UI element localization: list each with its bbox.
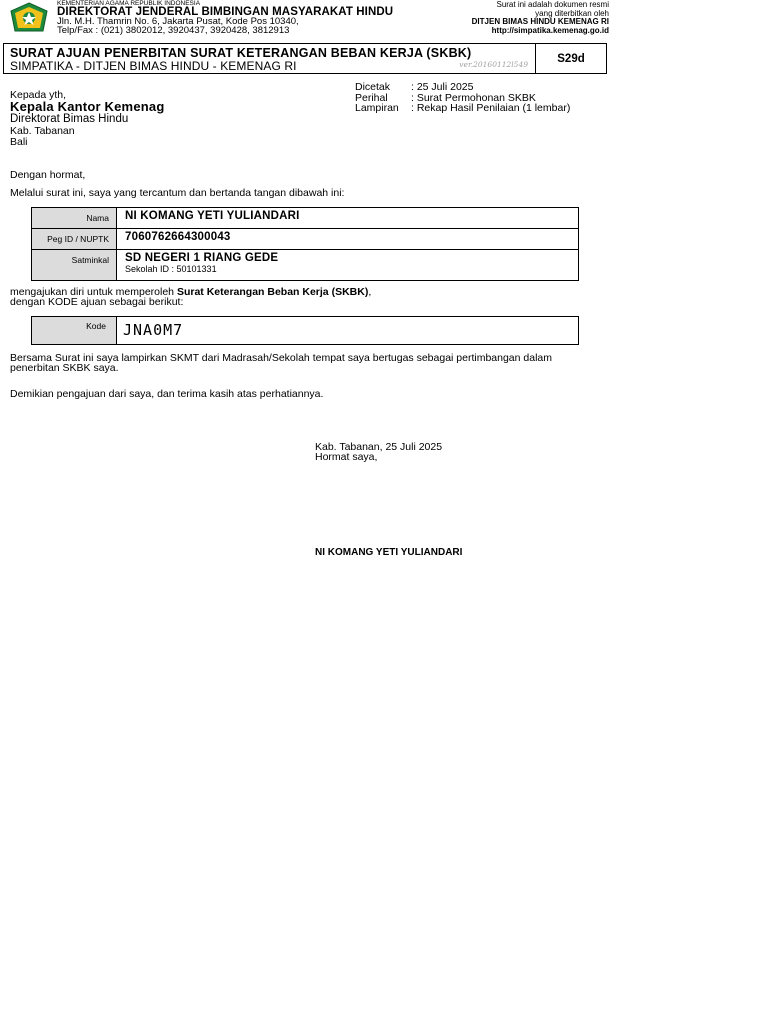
issuer-url: http://simpatika.kemenag.go.id xyxy=(491,26,609,35)
document-subtitle: SIMPATIKA - DITJEN BIMAS HINDU - KEMENAG RI xyxy=(10,59,297,73)
closing-paragraph: Demikian pengajuan dari saya, dan terima kasih atas perhatiannya. xyxy=(10,388,324,400)
nama-label: Nama xyxy=(32,208,117,228)
signature-name: NI KOMANG YETI YULIANDARI xyxy=(315,547,463,558)
ministry-name: KEMENTERIAN AGAMA REPUBLIK INDONESIA xyxy=(57,0,201,7)
salutation: Dengan hormat, xyxy=(10,169,86,181)
kode-label: Kode xyxy=(32,317,117,344)
recipient-name: Kepala Kantor Kemenag xyxy=(10,99,165,114)
recipient-greeting: Kepada yth, xyxy=(10,89,67,101)
request-text-c: , xyxy=(368,286,372,298)
signature-regards: Hormat saya, xyxy=(315,451,378,463)
intro-paragraph: Melalui surat ini, saya yang tercantum dan bertanda tangan dibawah ini: xyxy=(10,187,345,199)
directorate-name: DIREKTORAT JENDERAL BIMBINGAN MASYARAKAT HINDU xyxy=(57,6,394,18)
issuer-name: DITJEN BIMAS HINDU KEMENAG RI xyxy=(471,17,609,26)
directorate-phone: Telp/Fax : (021) 3802012, 3920437, 3920428, 3812913 xyxy=(57,25,290,36)
attachment-line-1: Bersama Surat ini saya lampirkan SKMT dari Madrasah/Sekolah tempat saya bertugas sebagai pertimbangan dalam xyxy=(10,352,553,364)
request-text-a: mengajukan diri untuk memperoleh xyxy=(10,286,177,298)
identity-row-pegid xyxy=(32,229,578,250)
request-line-2: dengan KODE ajuan sebagai berikut: xyxy=(10,296,184,308)
document-title-box xyxy=(3,43,607,74)
official-note-1: Surat ini adalah dokumen resmi xyxy=(496,0,609,9)
recipient-line-3: Bali xyxy=(10,136,28,148)
nama-value: NI KOMANG YETI YULIANDARI xyxy=(125,210,300,222)
perihal-value: : Surat Permohonan SKBK xyxy=(411,92,536,104)
dicetak-value: : 25 Juli 2025 xyxy=(411,81,474,93)
meta-lampiran xyxy=(355,103,570,114)
satminkal-label: Satminkal xyxy=(32,250,117,280)
document-title: SURAT AJUAN PENERBITAN SURAT KETERANGAN BEBAN KERJA (SKBK) xyxy=(10,46,472,60)
signature-place-date: Kab. Tabanan, 25 Juli 2025 xyxy=(315,441,443,453)
attachment-line-2: penerbitan SKBK saya. xyxy=(10,362,119,374)
lampiran-label: Lampiran xyxy=(355,102,399,114)
lampiran-value: : Rekap Hasil Penilaian (1 lembar) xyxy=(411,102,571,114)
sekolah-id: Sekolah ID : 50101331 xyxy=(125,264,217,274)
version-label: ver.20160112l549 xyxy=(459,60,528,69)
pegid-value: 7060762664300043 xyxy=(125,231,231,243)
dicetak-label: Dicetak xyxy=(355,81,391,93)
identity-table xyxy=(31,207,579,281)
recipient-line-1: Direktorat Bimas Hindu xyxy=(10,113,129,125)
document-code: S29d xyxy=(535,44,606,73)
recipient-line-2: Kab. Tabanan xyxy=(10,125,75,137)
kemenag-emblem-icon xyxy=(10,2,48,34)
identity-row-satminkal xyxy=(32,250,578,280)
request-text-skbk: Surat Keterangan Beban Kerja (SKBK) xyxy=(176,286,369,298)
official-note-2: yang diterbitkan oleh xyxy=(535,9,609,18)
satminkal-value: SD NEGERI 1 RIANG GEDE xyxy=(125,252,279,264)
pegid-label: Peg ID / NUPTK xyxy=(32,229,117,249)
perihal-label: Perihal xyxy=(355,92,388,104)
directorate-address: Jln. M.H. Thamrin No. 6, Jakarta Pusat, Kode Pos 10340, xyxy=(57,16,299,27)
kode-value: JNA0M7 xyxy=(123,321,184,339)
identity-row-nama xyxy=(32,208,578,229)
kode-box xyxy=(31,316,579,345)
